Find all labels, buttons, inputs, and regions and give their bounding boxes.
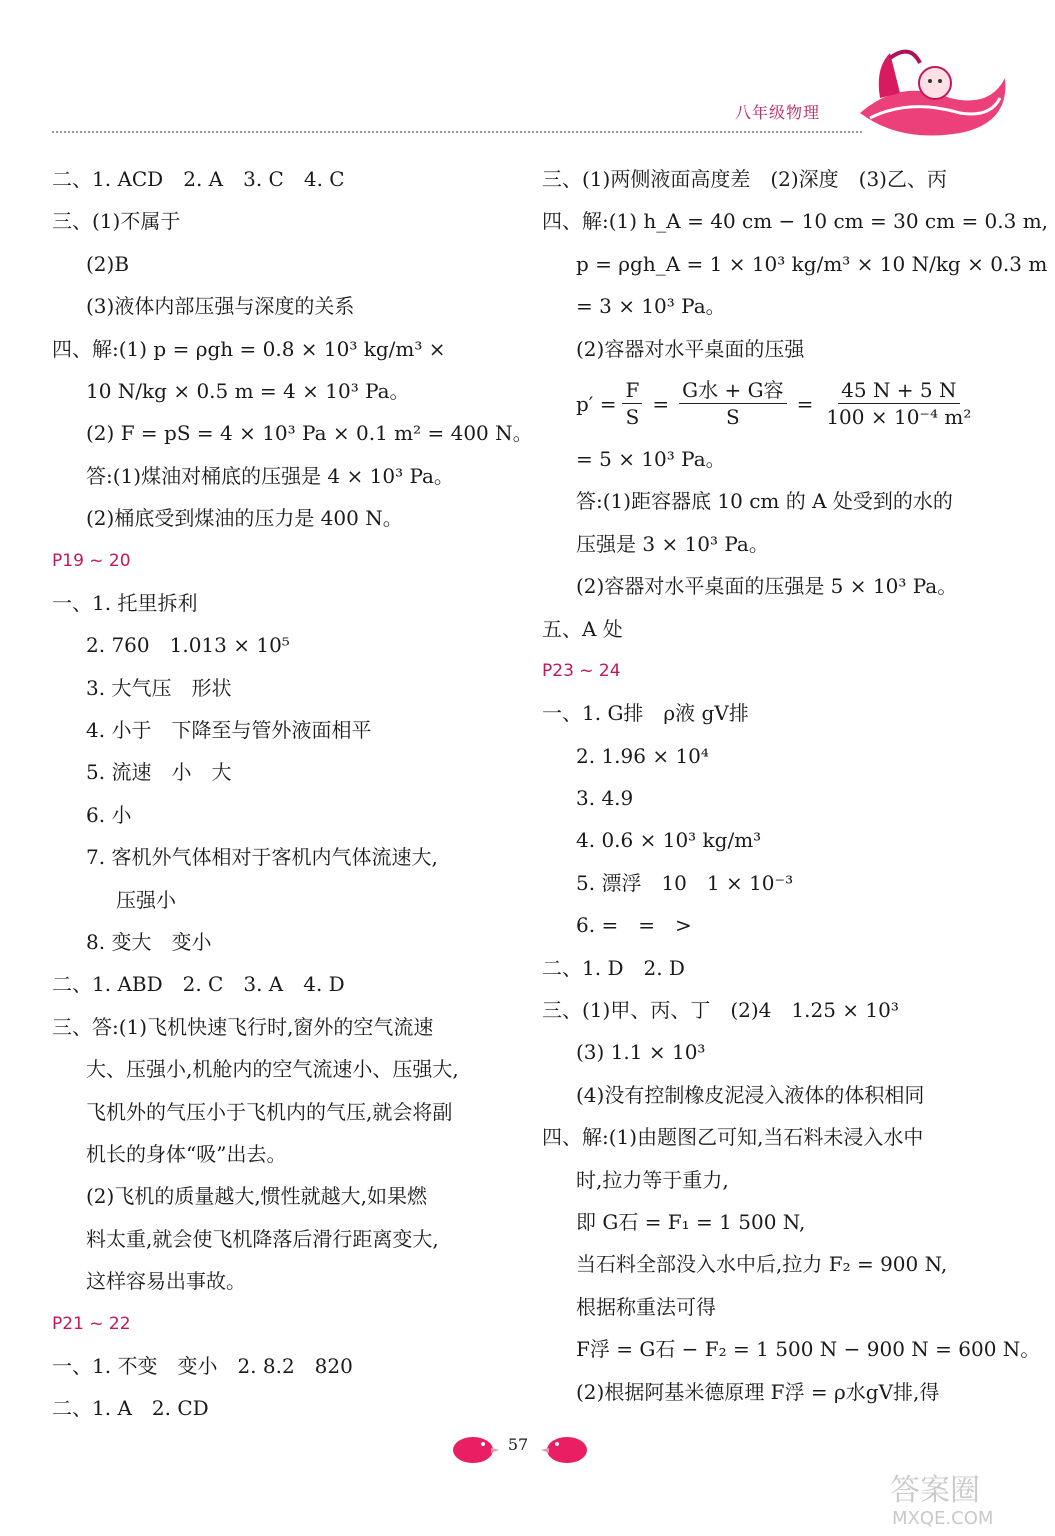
watermark-text: 答案圈 (890, 1473, 980, 1508)
answer-line: 5. 流速 小 大 (86, 760, 232, 785)
answer-line: (2)B (86, 251, 130, 276)
answer-line: 二、1. ABD 2. C 3. A 4. D (52, 972, 345, 997)
answer-line: 10 N/kg × 0.5 m = 4 × 10³ Pa。 (86, 378, 410, 403)
answer-line: 压强小 (116, 887, 176, 912)
answer-line: 2. 1.96 × 10⁴ (576, 743, 709, 768)
answer-line: (2)桶底受到煤油的压力是 400 N。 (86, 506, 403, 531)
answer-line: (3)液体内部压强与深度的关系 (86, 294, 355, 319)
answer-line: 即 G石 = F₁ = 1 500 N, (576, 1209, 806, 1234)
page-number: 57 (507, 1435, 529, 1454)
answer-line: 6. 小 (86, 802, 132, 827)
watermark-url: MXQE.COM (892, 1508, 994, 1529)
answer-line: 机长的身体“吸”出去。 (86, 1141, 287, 1166)
answer-line: 四、解:(1)由题图乙可知,当石料未浸入水中 (542, 1125, 924, 1150)
answer-line: 4. 小于 下降至与管外液面相平 (86, 718, 372, 743)
fraction-2 (679, 377, 786, 430)
answer-line: 压强是 3 × 10³ Pa。 (576, 531, 769, 556)
answer-line: = 5 × 10³ Pa。 (576, 446, 726, 471)
answer-line: 根据称重法可得 (576, 1294, 716, 1319)
answer-line: 2. 760 1.013 × 10⁵ (86, 633, 290, 658)
answer-line: 三、(1)甲、丙、丁 (2)4 1.25 × 10³ (542, 998, 899, 1023)
answer-line: 二、1. A 2. CD (52, 1396, 209, 1421)
right-column (542, 158, 1049, 1413)
answer-line: 7. 客机外气体相对于客机内气体流速大, (86, 845, 438, 870)
answer-line: 大、压强小,机舱内的空气流速小、压强大, (86, 1057, 459, 1082)
fraction-3 (823, 377, 974, 430)
answer-line: = 3 × 10³ Pa。 (576, 294, 726, 319)
answer-line: 四、解:(1) p = ρgh = 0.8 × 10³ kg/m³ × (52, 336, 446, 361)
answer-line: p = ρgh_A = 1 × 10³ kg/m³ × 10 N/kg × 0.3 m (576, 251, 1048, 276)
answer-line: 三、答:(1)飞机快速飞行时,窗外的空气流速 (52, 1014, 434, 1039)
answer-line: 一、1. G排 ρ液 gV排 (542, 701, 749, 726)
fraction-1 (622, 377, 642, 430)
answer-line: 答:(1)距容器底 10 cm 的 A 处受到的水的 (576, 489, 953, 514)
answer-line: 4. 0.6 × 10³ kg/m³ (576, 828, 762, 853)
answer-line: (2)容器对水平桌面的压强 (576, 336, 805, 361)
section-heading: P19 ~ 20 (52, 550, 131, 571)
fraction-lhs: p′ = (576, 391, 617, 416)
answer-line: 答:(1)煤油对桶底的压强是 4 × 10³ Pa。 (86, 463, 454, 488)
answer-line: 一、1. 不变 变小 2. 8.2 820 (52, 1353, 353, 1378)
answer-line: 3. 大气压 形状 (86, 675, 232, 700)
fraction-1-numerator: F (622, 377, 642, 404)
fraction-2-numerator: G水 + G容 (679, 377, 786, 404)
answer-line: 五、A 处 (542, 616, 623, 641)
answer-line: 三、(1)两侧液面高度差 (2)深度 (3)乙、丙 (542, 167, 947, 191)
left-column (52, 158, 533, 1430)
answer-line: (2)容器对水平桌面的压强是 5 × 10³ Pa。 (576, 574, 958, 599)
fraction-1-denominator: S (625, 405, 640, 430)
section-heading: P21 ~ 22 (52, 1313, 131, 1334)
section-heading: P23 ~ 24 (542, 660, 621, 681)
answer-line: (4)没有控制橡皮泥浸入液体的体积相同 (576, 1082, 925, 1107)
answer-line: 5. 漂浮 10 1 × 10⁻³ (576, 870, 794, 895)
answer-line: 6. = = > (576, 913, 692, 938)
answer-line: 这样容易出事故。 (86, 1269, 246, 1294)
answer-line: F浮 = G石 − F₂ = 1 500 N − 900 N = 600 N。 (576, 1337, 1041, 1362)
answer-line: (2)飞机的质量越大,惯性就越大,如果燃 (86, 1184, 428, 1209)
answer-line: 3. 4.9 (576, 786, 634, 811)
answer-line: 二、1. D 2. D (542, 955, 685, 980)
fraction-3-numerator: 45 N + 5 N (838, 377, 959, 404)
header-divider (52, 131, 862, 133)
fraction-3-denominator: 100 × 10⁻⁴ m² (826, 405, 972, 430)
answer-line: 三、(1)不属于 (52, 209, 181, 234)
answer-line: 四、解:(1) h_A = 40 cm − 10 cm = 30 cm = 0.3 m, (542, 209, 1049, 234)
answer-line: 时,拉力等于重力, (576, 1167, 729, 1192)
answer-line: (2)根据阿基米德原理 F浮 = ρ水gV排,得 (576, 1379, 940, 1404)
subject-label: 八年级物理 (735, 103, 821, 122)
answer-line: 一、1. 托里拆利 (52, 590, 198, 615)
answer-line: 料太重,就会使飞机降落后滑行距离变大, (86, 1226, 439, 1251)
answer-line: (3) 1.1 × 10³ (576, 1040, 706, 1065)
answer-line: 二、1. ACD 2. A 3. C 4. C (52, 167, 345, 191)
answer-line: 飞机外的气压小于飞机内的气压,就会将副 (86, 1099, 453, 1124)
mascot-logo-icon (840, 38, 1010, 148)
answer-line: (2) F = pS = 4 × 10³ Pa × 0.1 m² = 400 N。 (86, 421, 533, 446)
pressure-fraction-equation: p′ = $\frac{F}{S}$ = $\frac{\text{G水 + G容}}{S}$ = $\frac{45 N + 5 N}{\text{100 × 10⁻⁴ m²}}$ (542, 370, 1012, 438)
watermark-logo-icon (880, 1466, 1050, 1530)
answer-line: 当石料全部没入水中后,拉力 F₂ = 900 N, (576, 1252, 948, 1277)
answer-line: 8. 变大 变小 (86, 930, 212, 955)
fraction-2-denominator: S (725, 405, 740, 430)
